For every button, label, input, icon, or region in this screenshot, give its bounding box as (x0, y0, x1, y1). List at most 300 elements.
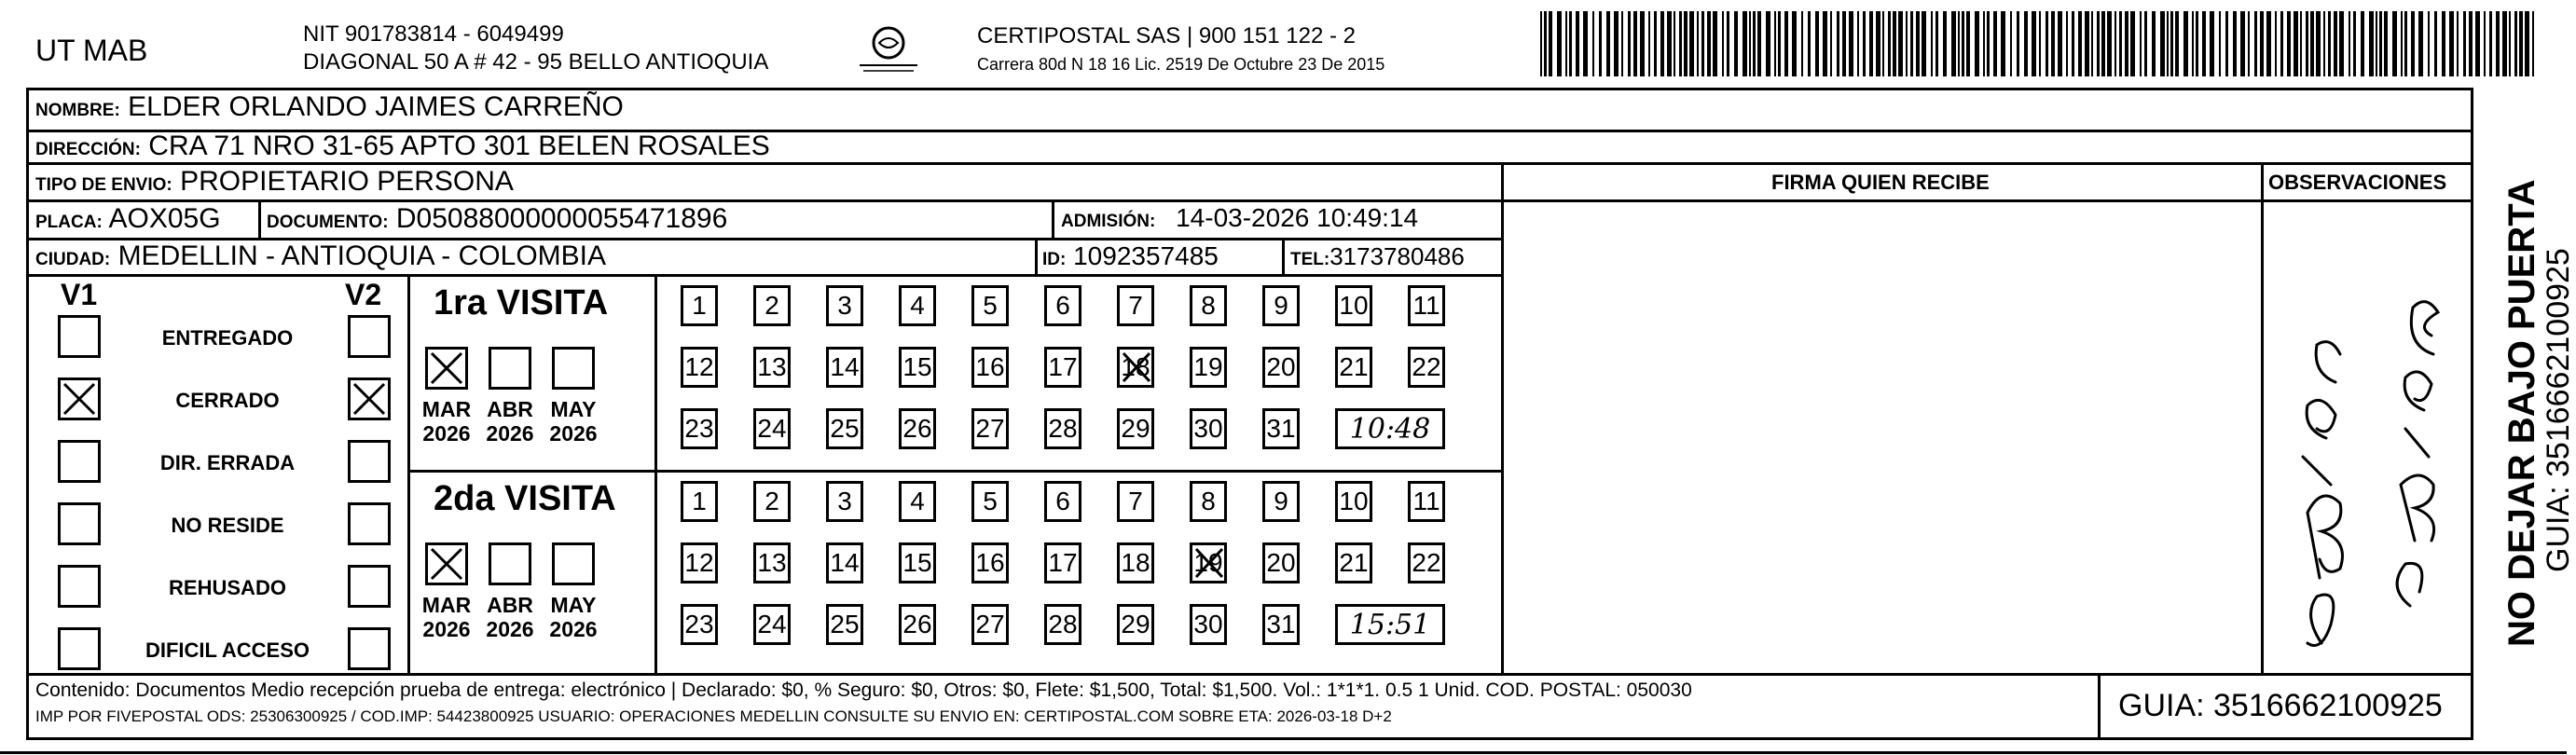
observation-handwriting (2266, 205, 2471, 671)
day-number: 29 (1121, 610, 1150, 638)
barcode-bar (1701, 11, 1704, 76)
barcode-bar (2032, 11, 2036, 76)
barcode-bar (1857, 11, 1859, 76)
barcode-bar (2119, 11, 2122, 76)
day-number: 14 (830, 352, 860, 381)
barcode-bar (2339, 11, 2344, 76)
barcode-bar (2401, 11, 2403, 76)
admission-value: 14-03-2026 10:49:14 (1176, 203, 1419, 232)
day-number: 8 (1201, 291, 1216, 320)
barcode-bar (2475, 11, 2480, 76)
second-visit-day[interactable] (899, 481, 936, 522)
second-visit-day[interactable] (1335, 542, 1372, 583)
barcode-bar (1592, 11, 1594, 76)
check-mark-icon (351, 380, 388, 418)
first-visit-day[interactable] (1117, 347, 1154, 388)
month-name: MAY (550, 593, 597, 617)
barcode-bar (2183, 11, 2188, 76)
barcode-bar (1849, 11, 1853, 76)
day-number: 26 (902, 414, 932, 443)
barcode-bar (1628, 11, 1631, 76)
second-visit-day[interactable] (1044, 542, 1081, 583)
barcode-bar (2233, 11, 2237, 76)
barcode-bar (2254, 11, 2257, 76)
barcode-bar (2349, 11, 2350, 76)
address-row (35, 132, 770, 160)
v2-checkbox[interactable] (348, 315, 391, 358)
month-year: 2026 (549, 617, 598, 642)
recipient-address: CRA 71 NRO 31-65 APTO 301 BELEN ROSALES (148, 130, 770, 161)
second-visit-day[interactable] (971, 481, 1009, 522)
second-visit-day[interactable] (753, 604, 791, 645)
barcode-bar (2196, 11, 2198, 76)
v2-checkbox[interactable] (348, 378, 391, 420)
barcode-bar (1540, 11, 1542, 76)
first-visit-day[interactable] (1262, 285, 1300, 326)
second-visit-day[interactable] (1262, 481, 1300, 522)
second-visit-day[interactable] (899, 604, 936, 645)
barcode-bar (2442, 11, 2445, 76)
day-number: 23 (684, 610, 714, 638)
barcode-bar (1888, 11, 1891, 76)
side-text (2475, 88, 2576, 740)
barcode-bar (2287, 11, 2291, 76)
certipostal-logo (856, 22, 921, 78)
v2-checkbox[interactable] (348, 627, 391, 670)
day-number: 15 (902, 548, 932, 577)
first-visit-day[interactable] (899, 285, 936, 326)
first-visit-day[interactable] (1335, 285, 1372, 326)
barcode-bar (1621, 11, 1623, 76)
first-visit-day[interactable] (1190, 285, 1227, 326)
month-year: 2026 (549, 421, 598, 446)
second-visit-month-checkbox[interactable] (489, 542, 531, 585)
barcode-bar (1931, 11, 1933, 76)
barcode-bar (1713, 11, 1717, 76)
v2-checkbox[interactable] (348, 502, 391, 545)
first-visit-day[interactable] (1044, 408, 1081, 449)
barcode-bar (1743, 11, 1747, 76)
first-visit-day[interactable] (1335, 347, 1372, 388)
plate-value: AOX05G (108, 203, 221, 234)
barcode-bar (2202, 11, 2206, 76)
barcode-bar (1565, 11, 1567, 76)
day-number: 25 (830, 610, 860, 638)
day-mark-icon (1120, 350, 1153, 385)
second-visit-day[interactable] (1190, 542, 1227, 583)
barcode-bar (1882, 11, 1884, 76)
day-number: 3 (837, 291, 852, 320)
barcode-bar (2175, 11, 2179, 76)
barcode-bar (2101, 11, 2105, 76)
day-number: 6 (1055, 487, 1070, 515)
first-visit-day[interactable] (1044, 285, 1081, 326)
check-mark-icon (61, 380, 98, 418)
month-name: MAR (421, 397, 472, 421)
barcode-bar (1898, 11, 1903, 76)
second-visit-day[interactable] (826, 542, 863, 583)
v1-header: V1 (61, 278, 98, 311)
barcode-bar (1815, 11, 1819, 76)
admission-field (1061, 205, 1418, 231)
day-number: 11 (1412, 487, 1440, 515)
header (0, 0, 2567, 89)
barcode-bar (2140, 11, 2142, 76)
day-number: 9 (1274, 291, 1288, 320)
first-visit-month-label (477, 397, 543, 446)
license-line: Carrera 80d N 18 16 Lic. 2519 De Octubre 23 De 2015 (977, 55, 1385, 74)
barcode-bar (1916, 11, 1920, 76)
address-label: DIRECCIÓN: (35, 140, 141, 159)
day-number: 7 (1128, 487, 1143, 515)
second-visit-month-label (414, 593, 479, 642)
footer-print-line: IMP POR FIVEPOSTAL ODS: 25306300925 / COD.IMP: 54423800925 USUARIO: OPERACIONES MEDELLIN CONSULTE SU ENVIO EN: CERTIPOSTAL.COM SOBRE ETA: 2026-03-18 D+2 (35, 707, 1392, 725)
document-value: D05088000000055471896 (395, 203, 728, 234)
second-visit-day[interactable] (681, 604, 718, 645)
barcode-bar (2489, 11, 2492, 76)
barcode-bar (2280, 11, 2283, 76)
day-number: 28 (1048, 414, 1078, 443)
barcode-bar (2051, 11, 2055, 76)
barcode-bar (1707, 11, 1711, 76)
barcode-bar (1876, 11, 1880, 76)
v1-checkbox[interactable] (58, 378, 101, 420)
day-number: 12 (684, 352, 714, 381)
v2-checkbox[interactable] (348, 565, 391, 608)
barcode-bar (1674, 11, 1675, 76)
month-name: MAR (421, 593, 472, 617)
barcode-bar (2449, 11, 2454, 76)
day-number: 5 (983, 291, 998, 320)
first-visit-day[interactable] (681, 285, 718, 326)
second-visit-day[interactable] (1262, 542, 1300, 583)
day-number: 24 (757, 610, 787, 638)
day-number: 10 (1339, 291, 1369, 320)
barcode-bar (1569, 11, 1572, 76)
first-visit-day[interactable] (971, 285, 1009, 326)
day-number: 9 (1274, 487, 1288, 515)
city-label: CIUDAD: (35, 250, 111, 269)
first-visit-day[interactable] (1408, 285, 1445, 326)
first-visit-day[interactable] (1117, 285, 1154, 326)
month-year: 2026 (422, 617, 471, 642)
second-visit-day[interactable] (1408, 481, 1445, 522)
first-visit-day[interactable] (1262, 347, 1300, 388)
barcode-bar (1863, 11, 1866, 76)
day-number: 31 (1266, 414, 1296, 443)
day-number: 7 (1128, 291, 1143, 320)
day-number: 21 (1339, 352, 1369, 381)
barcode-bar (2001, 11, 2005, 76)
footer-content-line: Contenido: Documentos Medio recepción prueba de entrega: electrónico | Declarado: $0, % Seguro: $0, Otros: $0, Flete: $1,500, Total: $1,500. Vol.: 1*1*1. 0.5 1 Unid. COD. POSTAL: 050030 (35, 680, 1692, 701)
day-number: 19 (1193, 548, 1223, 577)
first-visit-day[interactable] (753, 347, 791, 388)
first-visit-day[interactable] (681, 408, 718, 449)
first-visit-day[interactable] (753, 408, 791, 449)
day-number: 15 (902, 352, 932, 381)
barcode-bar (2428, 11, 2430, 76)
barcode-bar (1983, 11, 1985, 76)
first-visit-day[interactable] (826, 347, 863, 388)
barcode-bar (1987, 11, 1990, 76)
barcode-bar (1830, 11, 1832, 76)
first-visit-day[interactable] (826, 408, 863, 449)
second-visit-day[interactable] (971, 604, 1009, 645)
v1-checkbox[interactable] (58, 627, 101, 670)
day-number: 19 (1193, 352, 1223, 381)
first-visit-day[interactable] (753, 285, 791, 326)
day-number: 26 (902, 610, 932, 638)
second-visit-time[interactable]: 15:51 (1335, 604, 1445, 645)
tel-value: 3173780486 (1329, 242, 1465, 270)
day-number: 30 (1193, 414, 1223, 443)
barcode-bar (1606, 11, 1610, 76)
barcode-bar (1801, 11, 1803, 76)
first-visit-day[interactable] (1117, 408, 1154, 449)
second-visit-day[interactable] (971, 542, 1009, 583)
first-visit-month-checkbox[interactable] (489, 347, 531, 390)
first-visit-month-checkbox[interactable] (552, 347, 595, 390)
day-number: 8 (1201, 487, 1216, 515)
v1-checkbox[interactable] (58, 440, 101, 483)
nit-line: NIT 901783814 - 6049499 (303, 21, 564, 47)
first-visit-day[interactable] (1190, 347, 1227, 388)
day-number: 2 (765, 291, 779, 320)
barcode-bar (2376, 11, 2377, 76)
day-number: 18 (1121, 548, 1150, 577)
barcode-bar (2225, 11, 2228, 76)
barcode-bar (1922, 11, 1926, 76)
barcode-bar (1966, 11, 1970, 76)
barcode-bar (2525, 11, 2529, 76)
day-number: 27 (975, 414, 1005, 443)
type-row (35, 168, 514, 196)
second-visit-day[interactable] (1117, 542, 1154, 583)
second-visit-day[interactable] (826, 481, 863, 522)
barcode-bar (2323, 11, 2325, 76)
barcode-bar (2210, 11, 2214, 76)
first-visit-day[interactable] (1262, 408, 1300, 449)
second-visit-day[interactable] (1262, 604, 1300, 645)
shipment-type: PROPIETARIO PERSONA (180, 166, 514, 197)
first-visit-day[interactable] (1408, 347, 1445, 388)
barcode-bar (1842, 11, 1846, 76)
barcode-bar (1640, 11, 1645, 76)
barcode-bar (2240, 11, 2245, 76)
v1-checkbox[interactable] (58, 315, 101, 358)
day-number: 17 (1048, 352, 1078, 381)
barcode-bar (2167, 11, 2169, 76)
first-visit-day[interactable] (826, 285, 863, 326)
barcode-bar (2457, 11, 2459, 76)
barcode-bar (1667, 11, 1672, 76)
v1-checkbox[interactable] (58, 565, 101, 608)
second-visit-day[interactable] (1044, 604, 1081, 645)
barcode-bar (2248, 11, 2250, 76)
barcode-bar (1906, 11, 1908, 76)
first-visit-day[interactable] (1044, 347, 1081, 388)
status-label: CERRADO (175, 389, 280, 412)
barcode-bar (2379, 11, 2382, 76)
barcode-bar (1935, 11, 1938, 76)
status-label: DIR. ERRADA (159, 451, 296, 474)
barcode-bar (1823, 11, 1827, 76)
second-visit-day[interactable] (1044, 481, 1081, 522)
barcode-bar (1958, 11, 1960, 76)
month-name: MAY (550, 397, 597, 421)
second-visit-day[interactable] (1190, 481, 1227, 522)
tel-label: TEL: (1290, 250, 1330, 269)
day-number: 3 (837, 487, 852, 515)
city-value: MEDELLIN - ANTIOQUIA - COLOMBIA (117, 240, 606, 271)
barcode-bar (2219, 11, 2221, 76)
first-visit-day[interactable] (899, 347, 936, 388)
day-number: 20 (1266, 352, 1296, 381)
first-visit-day[interactable] (1190, 408, 1227, 449)
barcode-bar (1544, 11, 1547, 76)
barcode-bar (2328, 11, 2331, 76)
barcode-bar (1734, 11, 1738, 76)
second-visit-day[interactable] (681, 481, 718, 522)
barcode-bar (2058, 11, 2062, 76)
barcode-bar (1549, 11, 1552, 76)
barcode-bar (1727, 11, 1729, 76)
barcode-bar (2260, 11, 2264, 76)
first-visit-day[interactable] (971, 408, 1009, 449)
barcode-bar (1660, 11, 1664, 76)
day-number: 25 (830, 414, 860, 443)
status-label: DIFICIL ACCESO (145, 638, 310, 662)
first-visit-month-checkbox[interactable] (425, 347, 468, 390)
status-label: REHUSADO (169, 576, 286, 599)
barcode-bar (2361, 11, 2364, 76)
barcode-bar (2294, 11, 2298, 76)
barcode-bar (1808, 11, 1811, 76)
barcode-bar (2509, 11, 2511, 76)
barcode-bar (1975, 11, 1979, 76)
first-visit-time[interactable]: 10:48 (1335, 408, 1445, 449)
signature-header: FIRMA QUIEN RECIBE (1771, 171, 1990, 194)
barcode-bar (1684, 11, 1687, 76)
barcode-bar (1722, 11, 1724, 76)
month-name: ABR (487, 397, 533, 421)
v1-checkbox[interactable] (58, 502, 101, 545)
month-year: 2026 (486, 617, 534, 642)
barcode-bar (1576, 11, 1579, 76)
barcode-bar (2484, 11, 2486, 76)
barcode-bar (1697, 11, 1699, 76)
barcode-bar (1910, 11, 1913, 76)
second-visit-month-checkbox[interactable] (425, 542, 468, 585)
barcode-bar (2170, 11, 2173, 76)
barcode-bar (2115, 11, 2116, 76)
barcode-bar (1648, 11, 1650, 76)
second-visit-day[interactable] (1190, 604, 1227, 645)
signature-area[interactable] (1505, 203, 2258, 671)
check-mark-icon (428, 545, 465, 583)
v2-checkbox[interactable] (348, 440, 391, 483)
barcode-bar (2502, 11, 2507, 76)
barcode-bar (2107, 11, 2112, 76)
barcode-bar (2160, 11, 2165, 76)
barcode-bar (1679, 11, 1682, 76)
second-visit-month-label (477, 593, 543, 642)
barcode-bar (1869, 11, 1873, 76)
day-mark-icon (1192, 545, 1226, 581)
barcode-bar (1599, 11, 1602, 76)
day-number: 1 (692, 487, 707, 515)
day-number: 23 (684, 414, 714, 443)
second-visit-day[interactable] (1117, 604, 1154, 645)
v2-header: V2 (345, 278, 382, 311)
first-visit-day[interactable] (971, 347, 1009, 388)
day-number: 22 (1412, 352, 1441, 381)
barcode-bar (2353, 11, 2356, 76)
day-number: 16 (975, 548, 1005, 577)
first-visit-day[interactable] (681, 347, 718, 388)
second-visit-day[interactable] (753, 481, 791, 522)
barcode-bar (2306, 11, 2308, 76)
day-number: 4 (910, 291, 925, 320)
status-label: ENTREGADO (161, 326, 294, 350)
day-number: 13 (757, 548, 787, 577)
barcode-bar (1766, 11, 1770, 76)
month-year: 2026 (486, 421, 534, 446)
barcode-bar (2046, 11, 2048, 76)
second-visit-day[interactable] (1335, 481, 1372, 522)
side-guide-number: GUIA: 3516662100925 (2541, 248, 2576, 572)
day-number: 18 (1121, 352, 1150, 381)
day-number: 4 (910, 487, 925, 515)
second-visit-month-checkbox[interactable] (552, 542, 595, 585)
barcode-bar (1962, 11, 1964, 76)
company-address: DIAGONAL 50 A # 42 - 95 BELLO ANTIOQUIA (303, 49, 769, 75)
second-visit-day[interactable] (681, 542, 718, 583)
day-number: 1 (692, 291, 707, 320)
second-visit-title: 2da VISITA (434, 479, 616, 518)
barcode-bar (2532, 11, 2534, 76)
barcode-bar (2300, 11, 2302, 76)
barcode-bar (2514, 11, 2517, 76)
id-field (1042, 243, 1219, 269)
second-visit-day[interactable] (1117, 481, 1154, 522)
barcode-bar (2310, 11, 2314, 76)
barcode-bar (2334, 11, 2337, 76)
status-label: NO RESIDE (171, 514, 284, 537)
second-visit-day[interactable] (1408, 542, 1445, 583)
barcode-bar (2463, 11, 2466, 76)
barcode-bar (1557, 11, 1562, 76)
barcode-bar (1689, 11, 1694, 76)
barcode-bar (1792, 11, 1797, 76)
second-visit-day[interactable] (899, 542, 936, 583)
barcode-bar (1749, 11, 1751, 76)
tel-field (1290, 244, 1465, 268)
type-label: TIPO DE ENVIO: (35, 175, 172, 195)
month-year: 2026 (422, 421, 471, 446)
day-number: 31 (1266, 610, 1296, 638)
second-visit-day[interactable] (826, 604, 863, 645)
barcode-bar (2519, 11, 2523, 76)
first-visit-day[interactable] (899, 408, 936, 449)
barcode-bar (1951, 11, 1956, 76)
barcode-bar (2125, 11, 2128, 76)
id-value: 1092357485 (1073, 241, 1219, 270)
barcode-bar (2384, 11, 2388, 76)
first-visit-month-label (414, 397, 479, 446)
second-visit-day[interactable] (753, 542, 791, 583)
day-number: 14 (830, 548, 860, 577)
